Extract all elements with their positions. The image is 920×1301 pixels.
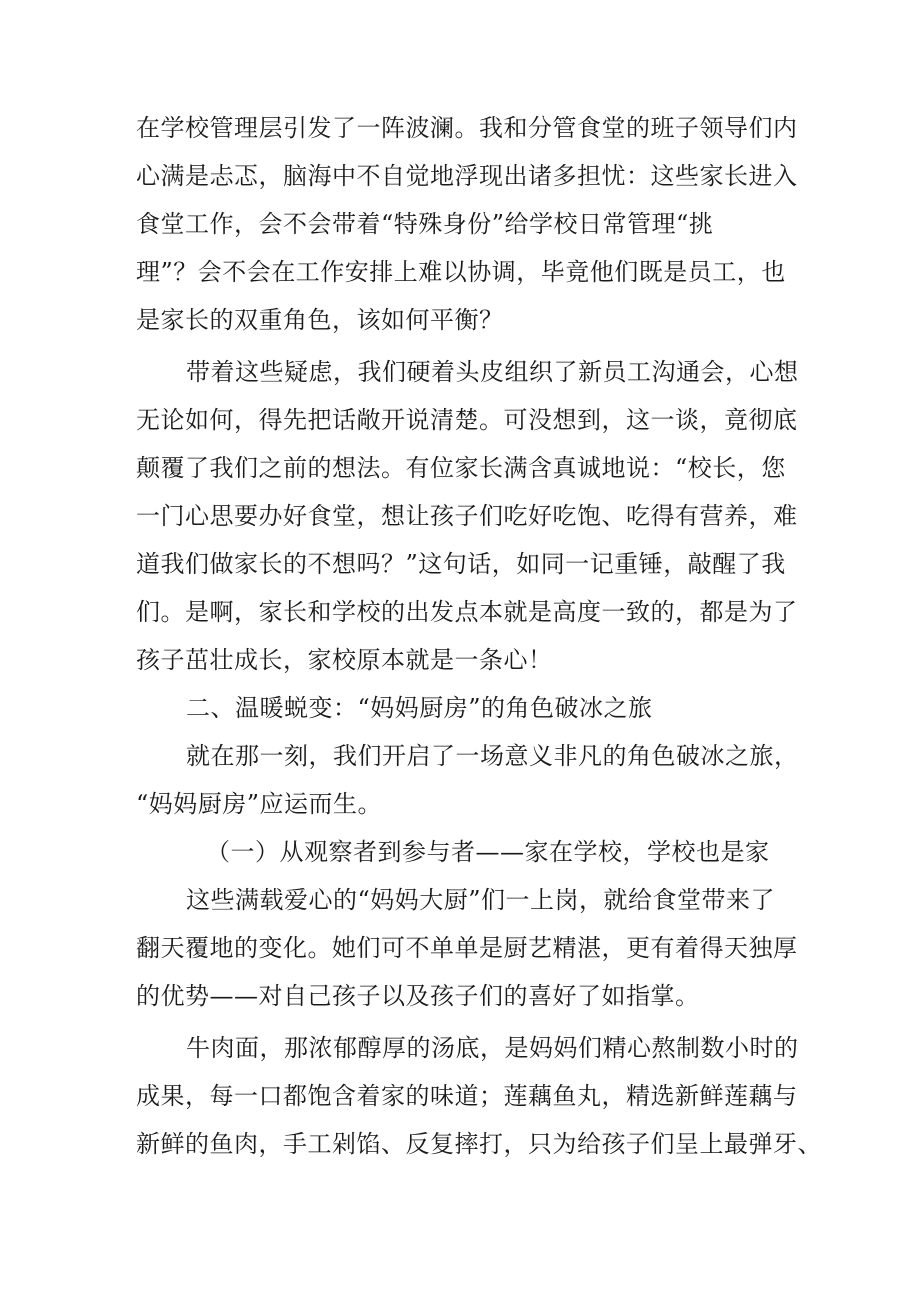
text-line: 道我们做家长的不想吗？”这句话，如同一记重锤，敲醒了我 <box>136 550 786 578</box>
text-line: 这些满载爱心的“妈妈大厨”们一上岗，就给食堂带来了 <box>186 886 776 914</box>
text-line: 无论如何，得先把话敞开说清楚。可没想到，这一谈，竟彻底 <box>136 406 798 434</box>
text-line: 就在那一刻，我们开启了一场意义非凡的角色破冰之旅， <box>186 742 799 770</box>
text-line: 的优势——对自己孩子以及孩子们的喜好了如指掌。 <box>136 982 700 1010</box>
text-line: 孩子茁壮成长，家校原本就是一条心！ <box>136 646 553 674</box>
text-line: 心满是忐忑，脑海中不自觉地浮现出诸多担忧：这些家长进入 <box>136 162 798 190</box>
text-line: 食堂工作，会不会带着“特殊身份”给学校日常管理“挑 <box>136 210 714 238</box>
text-line: 们。是啊，家长和学校的出发点本就是高度一致的，都是为了 <box>136 598 798 626</box>
text-line: “妈妈厨房”应运而生。 <box>136 790 383 818</box>
text-line: 翻天覆地的变化。她们可不单单是厨艺精湛，更有着得天独厚 <box>136 934 798 962</box>
section-heading: 二、温暖蜕变：“妈妈厨房”的角色破冰之旅 <box>186 694 653 722</box>
text-line: 理”？会不会在工作安排上难以协调，毕竟他们既是员工，也 <box>136 258 786 286</box>
text-line: 在学校管理层引发了一阵波澜。我和分管食堂的班子领导们内 <box>136 114 798 142</box>
subsection-heading: （一）从观察者到参与者——家在学校，学校也是家 <box>206 838 770 866</box>
text-line: 成果，每一口都饱含着家的味道；莲藕鱼丸，精选新鲜莲藕与 <box>136 1082 798 1110</box>
text-line: 颠覆了我们之前的想法。有位家长满含真诚地说：“校长，您 <box>136 454 786 482</box>
text-line: 是家长的双重角色，该如何平衡？ <box>136 306 504 334</box>
text-line: 带着这些疑虑，我们硬着头皮组织了新员工沟通会，心想 <box>186 358 799 386</box>
text-line: 一门心思要办好食堂，想让孩子们吃好吃饱、吃得有营养，难 <box>136 502 798 530</box>
text-line: 新鲜的鱼肉，手工剁馅、反复摔打，只为给孩子们呈上最弹牙、 <box>136 1130 822 1158</box>
text-line: 牛肉面，那浓郁醇厚的汤底，是妈妈们精心熬制数小时的 <box>186 1034 799 1062</box>
